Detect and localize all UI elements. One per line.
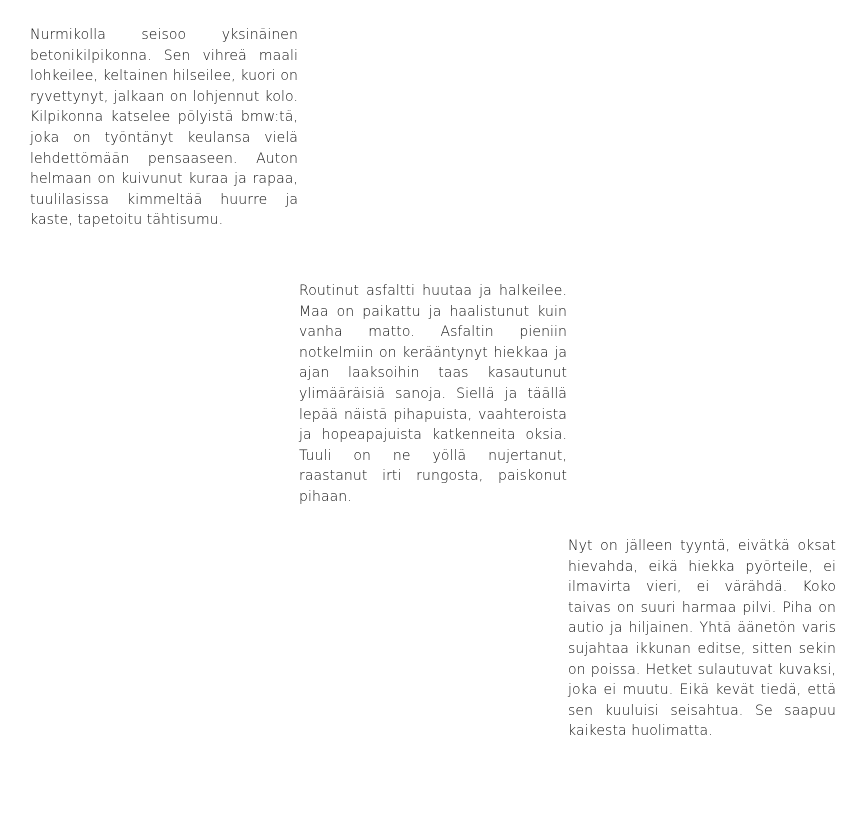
paragraph-3: Nyt on jälleen tyyntä, eivätkä oksat hievahda, eikä hiekka pyörteile, ei ilmavirta vieri, ei värähdä. Koko taivas on suuri harmaa pilvi. Piha on autio ja hiljainen. Yhtä äänetön varis sujahtaa ikkunan editse, sitten sekin on poissa. Hetket sulautuvat kuvaksi, joka ei muutu. Eikä kevät tiedä, että sen kuuluisi seisahtua. Se saapuu kaikesta huolimatta. xyxy=(568,538,836,740)
paragraph-2: Routinut asfaltti huutaa ja halkeilee. Maa on paikattu ja haalistunut kuin vanha matto. Asfaltin pieniin notkelmiin on kerääntynyt hiekkaa ja ajan laaksoihin taas kasautunut ylimääräisiä sanoja. Siellä ja täällä lepää näistä pihapuista, vaahteroista ja hopeapajuista katkenneita oksia. Tuuli on ne yöllä nujertanut, raastanut irti rungosta, paiskonut pihaan. xyxy=(299,283,567,505)
paragraph-1: Nurmikolla seisoo yksinäinen betonikilpikonna. Sen vihreä maali lohkeilee, keltainen hilseilee, kuori on ryvettynyt, jalkaan on lohjennut kolo. Kilpikonna katselee pölyistä bmw:tä, joka on työntänyt keulansa vielä lehdettömään pensaaseen. Auton helmaan on kuivunut kuraa ja rapaa, tuulilasissa kimmeltää huurre ja kaste, tapetoitu tähtisumu. xyxy=(30,27,298,229)
